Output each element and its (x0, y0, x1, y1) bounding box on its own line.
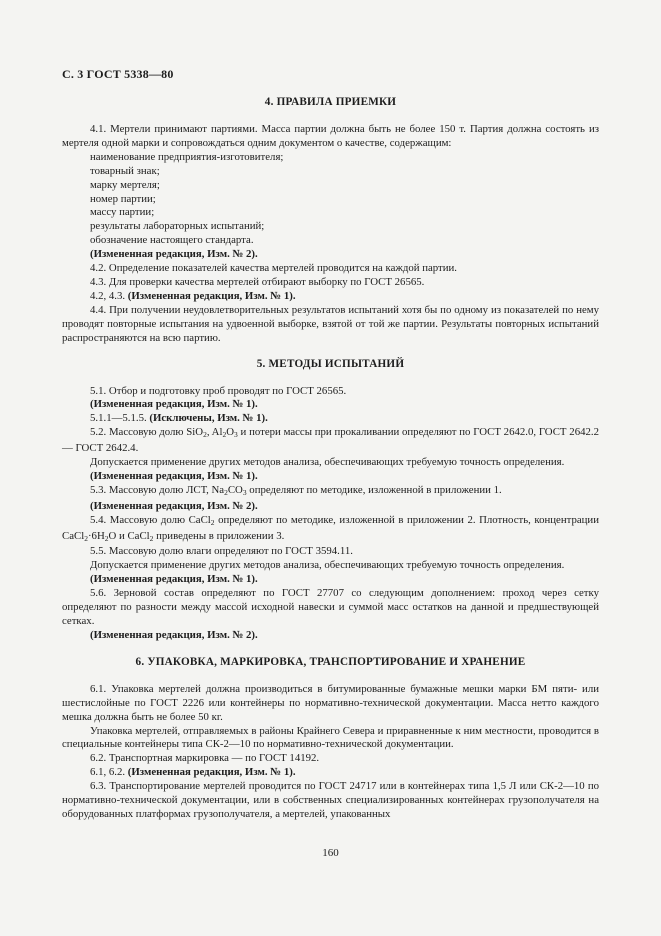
text-run: 5.4. Массовую долю CaCl (90, 513, 211, 526)
amendment-note: (Измененная редакция, Изм. № 1). (127, 289, 296, 302)
amendment-note: (Измененная редакция, Изм. № 2). (90, 628, 258, 641)
section-6-title: 6. УПАКОВКА, МАРКИРОВКА, ТРАНСПОРТИРОВАНИЕ И ХРАНЕНИЕ (135, 655, 526, 668)
list-item: наименование предприятия-изготовителя; (90, 150, 284, 163)
paragraph-5-1-1 (62, 412, 599, 426)
amendment-note: (Измененная редакция, Изм. № 2). (90, 499, 258, 512)
text-run: 5.2. Массовую долю SiO (90, 426, 204, 439)
text-run: приведены в приложении 3. (153, 529, 285, 542)
subscript: 2 (203, 430, 207, 440)
amendment-note: (Измененная редакция, Изм. № 1). (90, 573, 258, 586)
note-lead: 5.1.1—5.1.5. (90, 412, 150, 425)
note-lead: 4.2, 4.3. (90, 289, 128, 302)
subscript: 2 (222, 430, 227, 440)
text-run: O (226, 426, 235, 439)
subscript: 3 (234, 430, 238, 440)
text-run: определяют по методике, изложенной в приложении 1. (246, 483, 502, 496)
list-item: результаты лабораторных испытаний; (90, 220, 265, 233)
subscript: 3 (242, 487, 247, 497)
paragraph-4-1: 4.1. Мертели принимают партиями. Масса партии должна быть не более 150 т. Партия должна состоять из мертеля одной марки и сопровождаться одним документом о качестве, содержащим: (62, 123, 599, 149)
amendment-note: (Измененная редакция, Изм. № 1). (90, 469, 258, 482)
list-item: номер партии; (90, 192, 156, 205)
subscript: 2 (84, 533, 88, 543)
list-item: марку мертеля; (90, 178, 160, 191)
subscript: 2 (224, 487, 228, 497)
text-run: CO (227, 483, 243, 496)
section-4-title: 4. ПРАВИЛА ПРИЕМКИ (264, 96, 397, 108)
subscript: 2 (104, 533, 109, 543)
amendment-note: (Измененная редакция, Изм. № 2). (90, 248, 258, 261)
paragraph-5-5: 5.5. Массовую долю влаги определяют по ГОСТ 3594.11. (90, 545, 353, 558)
paragraph-4-2: 4.2. Определение показателей качества мертелей проводится на каждой партии. (90, 262, 458, 275)
text-run: определяют по методике, изложенной в приложении 2. Плотность, концентрации CaCl (62, 513, 599, 542)
amendment-note: (Исключены, Изм. № 1). (149, 412, 268, 425)
paragraph-5-2-allowance: Допускается применение других методов анализа, обеспечивающих требуемую точность определения. (90, 456, 565, 469)
paragraph-6-1-6-2-note (62, 766, 599, 780)
subscript: 2 (149, 533, 154, 543)
paragraph-5-6: 5.6. Зерновой состав определяют по ГОСТ 27707 со следующим дополнением: проход через сетку определяют по разности между массой исходной навески и суммой масс остатков на данной и предшествующей сетках. (62, 587, 599, 627)
list-item: массу партии; (90, 206, 155, 219)
running-head: С. 3 ГОСТ 5338—80 (62, 67, 174, 81)
text-run: ·6H (87, 529, 105, 542)
paragraph-6-1-north: Упаковка мертелей, отправляемых в районы Крайнего Севера и приравненные к ним местности, проводится в специальные контейнеры типа СК-2—10 по нормативно-технической документации. (62, 724, 599, 751)
note-lead: 6.1, 6.2. (90, 766, 128, 779)
paragraph-4-2-4-3-note (62, 290, 599, 304)
paragraph-5-5-allowance: Допускается применение других методов анализа, обеспечивающих требуемую точность определения. (90, 559, 565, 572)
paragraph-4-3: 4.3. Для проверки качества мертелей отбирают выборку по ГОСТ 26565. (90, 275, 425, 288)
paragraph-5-1: 5.1. Отбор и подготовку проб проводят по ГОСТ 26565. (90, 384, 347, 397)
paragraph-5-3 (62, 484, 599, 500)
section-5-title: 5. МЕТОДЫ ИСПЫТАНИЙ (256, 357, 405, 370)
paragraph-5-2 (62, 426, 599, 456)
list-item: товарный знак; (90, 164, 160, 177)
text-run: и потери массы при прокаливании определяют по ГОСТ 2642.0, ГОСТ 2642.2 — ГОСТ 2642.4. (62, 426, 599, 455)
page-content (62, 95, 599, 822)
text-run: , Al (206, 426, 223, 439)
list-item: обозначение настоящего стандарта. (90, 234, 254, 247)
paragraph-5-4 (62, 514, 599, 546)
amendment-note: (Измененная редакция, Изм. № 1). (90, 398, 258, 411)
amendment-note: (Измененная редакция, Изм. № 1). (127, 766, 296, 779)
text-run: O и CaCl (108, 529, 150, 542)
page-number: 160 (322, 847, 339, 859)
paragraph-6-3: 6.3. Транспортирование мертелей проводится по ГОСТ 24717 или в контейнерах типа 1,5 Л или СК-2—10 по нормативно-технической документации, или в собственных специализированных контейнерах грузополучателя на оборудованных платформах грузополучателя, а мертелей, упакованных (62, 780, 599, 820)
paragraph-4-4: 4.4. При получении неудовлетворительных результатов испытаний хотя бы по одному из показателей по нему проводят повторные испытания на удвоенной выборке, взятой от той же партии. Результаты повторных испытаний распространяются на всю партию. (62, 303, 599, 344)
subscript: 2 (210, 517, 215, 527)
paragraph-6-1: 6.1. Упаковка мертелей должна производиться в битумированные бумажные мешки марки БМ пяти- или шестислойные по ГОСТ 2226 или контейнеры по нормативно-технической документации. Масса нетто каждого мешка должна быть не более 50 кг. (62, 682, 599, 723)
text-run: 5.3. Массовую долю ЛСТ, Na (90, 483, 225, 496)
paragraph-6-2: 6.2. Транспортная маркировка — по ГОСТ 14192. (90, 752, 320, 765)
